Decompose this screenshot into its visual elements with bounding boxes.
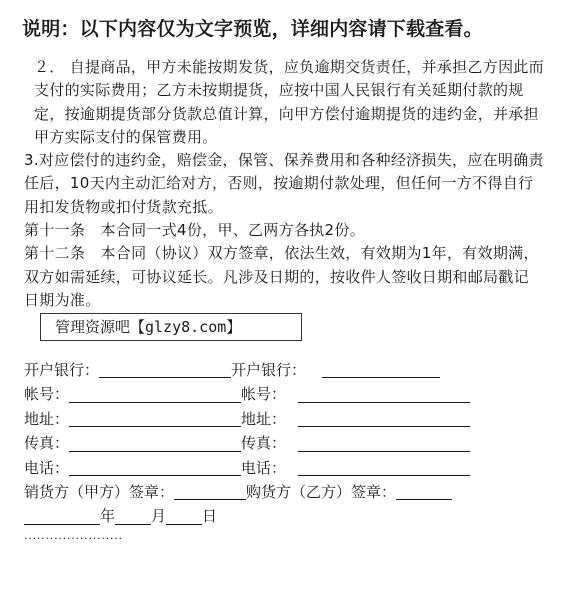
sign-row <box>24 456 554 480</box>
trailing-dots: ······················· <box>24 532 123 545</box>
blank-line <box>69 384 241 403</box>
blank-line <box>298 457 470 476</box>
left-label: 电话： <box>24 458 70 477</box>
month-label: 月 <box>151 507 167 526</box>
preview-notice: 说明：以下内容仅为文字预览，详细内容请下载查看。 <box>22 18 483 40</box>
left-label: 传真： <box>24 434 70 453</box>
blank-line <box>24 506 100 525</box>
clause-paragraph: 第十二条 本合同（协议）双方签章，依法生效，有效期为1年，有效期满，双方如需延续，可协议延长。凡涉及日期的，按收件人签收日期和邮局戳记日期为准。 <box>24 244 539 309</box>
sign-row <box>24 431 554 455</box>
clause-paragraph: ２． 自提商品，甲方未能按期发货，应负逾期交货责任，并承担乙方因此而支付的实际费用；乙方未按期提货，应按中国人民银行有关延期付款的规定，按逾期提货部分货款总值计算，向甲方偿付逾期提货的违约金，并承担甲方实际支付的保管费用。 <box>34 58 544 146</box>
right-label: 地址： <box>241 409 287 428</box>
date-row <box>24 504 554 528</box>
blank-line <box>396 481 452 500</box>
sign-row <box>24 358 554 382</box>
year-label: 年 <box>100 507 116 526</box>
clause-paragraph: 第十一条 本合同一式4份，甲、乙两方各执2份。 <box>24 221 365 240</box>
blank-line <box>298 408 470 427</box>
left-label: 开户银行： <box>24 360 100 379</box>
blank-line <box>69 433 241 452</box>
buyer-signature-label: 购货方（乙方）签章： <box>246 482 397 501</box>
sign-row <box>24 382 554 406</box>
blank-line <box>322 359 440 378</box>
right-label: 传真： <box>241 434 287 453</box>
blank-line <box>298 384 470 403</box>
signature-block <box>24 358 554 529</box>
blank-line <box>298 433 470 452</box>
right-label: 开户银行： <box>231 360 307 379</box>
blank-line <box>99 359 231 378</box>
signature-row <box>24 480 554 504</box>
left-label: 帐号： <box>24 385 70 404</box>
blank-line <box>69 408 241 427</box>
blank-line <box>115 506 151 525</box>
seller-signature-label: 销货方（甲方）签章： <box>24 482 175 501</box>
blank-line <box>166 506 202 525</box>
blank-line <box>69 457 241 476</box>
blank-line <box>174 481 246 500</box>
day-label: 日 <box>202 507 218 526</box>
watermark-banner: 管理资源吧【glzy8.com】 <box>40 313 302 341</box>
right-label: 帐号： <box>241 385 287 404</box>
clause-paragraph: 3.对应偿付的违约金，赔偿金，保管、保养费用和各种经济损失，应在明确责任后，10天内主动汇给对方，否则，按逾期付款处理，但任何一方不得自行用扣发货物或扣付货款充抵。 <box>24 151 544 216</box>
contract-body <box>24 56 544 312</box>
sign-row <box>24 407 554 431</box>
right-label: 电话： <box>241 458 287 477</box>
left-label: 地址： <box>24 409 70 428</box>
